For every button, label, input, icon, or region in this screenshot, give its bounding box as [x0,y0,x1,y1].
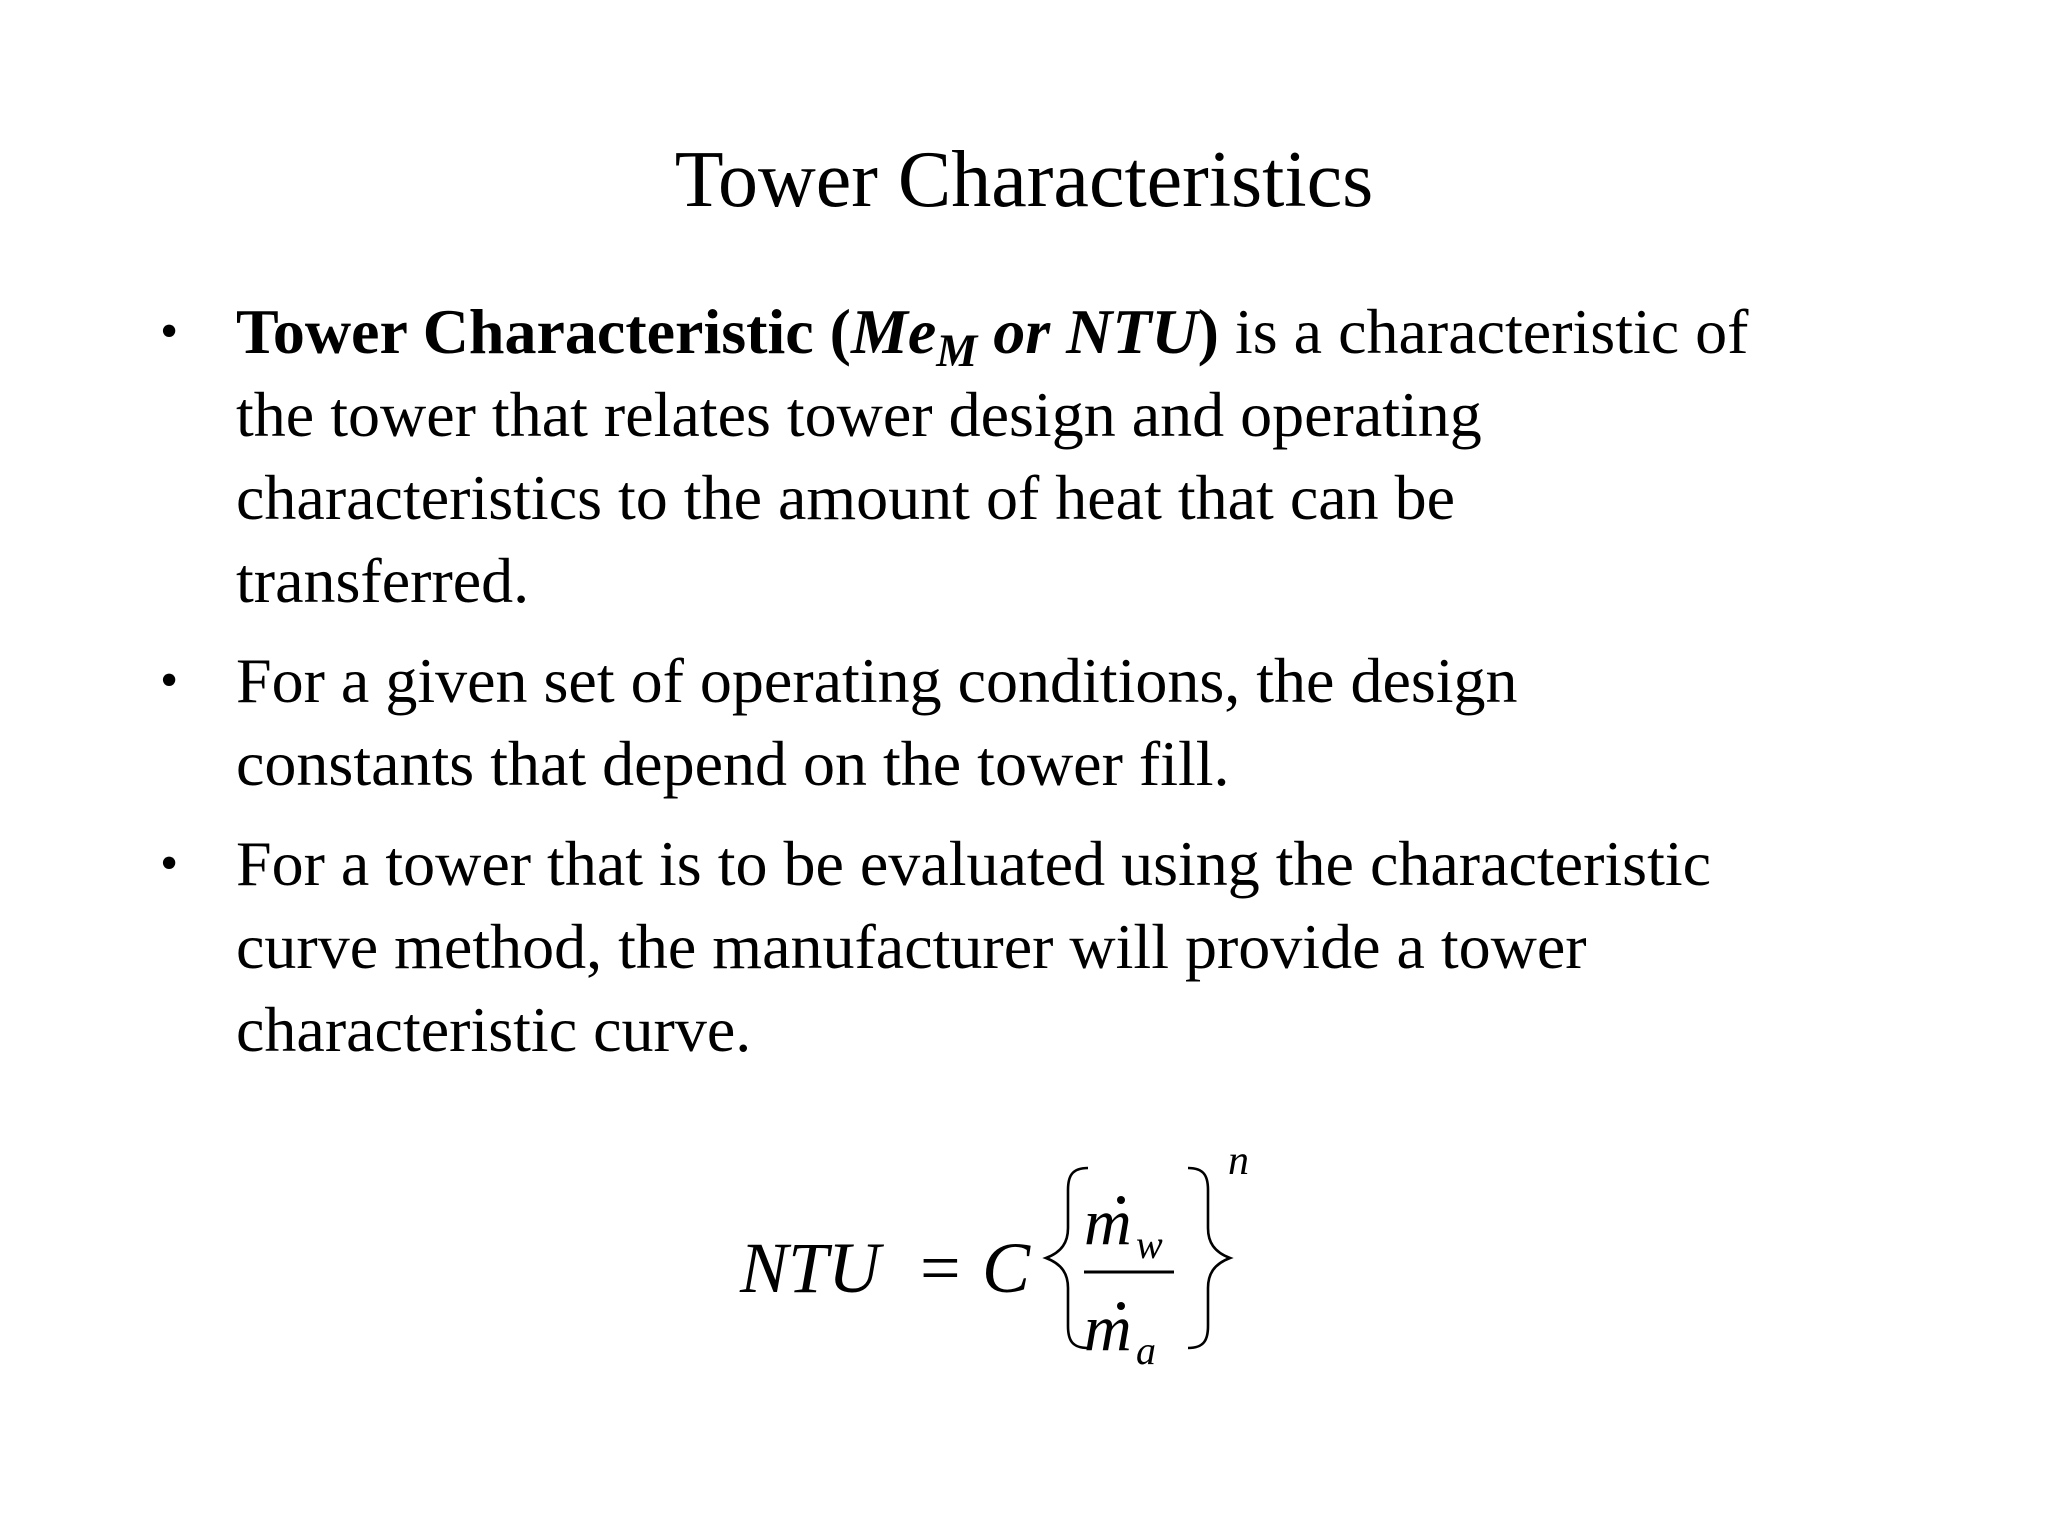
open-paren: ( [829,296,851,367]
slide-title: Tower Characteristics [674,136,1374,224]
numerator-symbol: m [1084,1186,1132,1259]
symbol-or-ntu: or NTU [977,296,1198,367]
bullet-marker: • [160,652,179,709]
bullet-line: transferred. [236,545,530,616]
formula-equals: = [920,1228,961,1308]
term-label: Tower Characteristic [236,296,814,367]
bullet-line: For a tower that is to be evaluated using the characteristic [236,828,1712,899]
numerator-subscript: w [1136,1222,1163,1267]
formula-exponent: n [1228,1138,1249,1184]
bullet-marker: • [160,835,179,892]
bullet-line: characteristics to the amount of heat that can be [236,462,1456,533]
denominator-symbol: m [1084,1292,1132,1365]
denominator-subscript: a [1136,1328,1156,1373]
bullet-line: the tower that relates tower design and operating [236,379,1482,450]
symbol-me-subscript: M [936,324,978,376]
bullet-list [160,290,1920,1088]
formula-svg [720,1140,1280,1400]
bullet-line: For a given set of operating conditions, the design [236,645,1518,716]
bullet-line [236,290,1920,376]
bullet-text: is a characteristic of [1218,296,1749,367]
bullet-item-operating-conditions [160,639,1920,805]
ntu-formula [720,1140,1280,1400]
bullet-marker: • [160,303,179,360]
close-paren: ) [1197,296,1219,367]
formula-lhs: NTU [740,1228,881,1308]
bullet-item-tower-characteristic [160,290,1920,622]
symbol-me: Me [850,296,937,367]
right-brace [1188,1168,1230,1348]
bullet-line: curve method, the manufacturer will provide a tower [236,911,1587,982]
bullet-item-characteristic-curve [160,822,1920,1071]
bullet-line: characteristic curve. [236,994,752,1065]
bullet-line: constants that depend on the tower fill. [236,728,1230,799]
left-brace [1046,1168,1088,1348]
formula-coefficient: C [982,1228,1031,1308]
